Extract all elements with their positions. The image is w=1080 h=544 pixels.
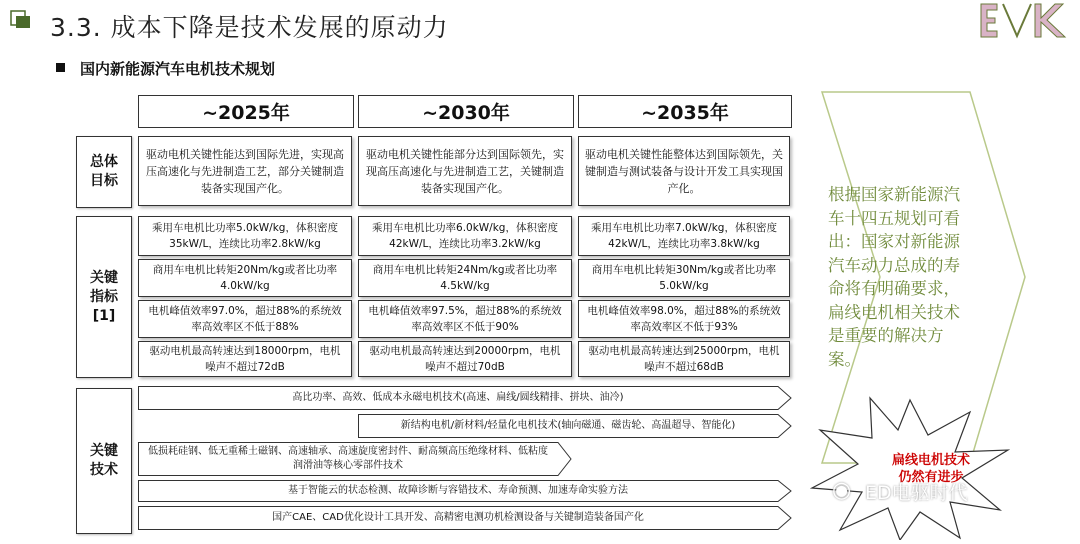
- goal-cell-2030: 驱动电机关键性能部分达到国际领先，实现高压高速化与先进制造工艺，关键制造装备实现国产化。: [358, 136, 572, 206]
- tech-arrow-1: [138, 386, 792, 410]
- indicator-power-2035: 乘用车电机比功率7.0kW/kg，体积密度42kW/L，连续比功率3.8kW/kg: [578, 216, 790, 256]
- row-label-indicators: 关键 指标 [1]: [76, 216, 132, 378]
- tech-arrow-3-text: 低损耗硅钢、低无重稀土磁钢、高速轴承、高速旋度密封件、耐高频高压绝缘材料、低粘度润滑油等核心零部件技术: [148, 446, 548, 471]
- tech-arrow-1-text: 高比功率、高效、低成本永磁电机技术(高速、扁线/圆线精排、拼块、油冷): [292, 392, 624, 403]
- indicator-speed-2035: 驱动电机最高转速达到25000rpm，电机噪声不超过68dB: [578, 341, 790, 377]
- wechat-icon: ◉: [832, 478, 852, 503]
- goal-cell-2035: 驱动电机关键性能整体达到国际领先，关键制造与测试装备与设计开发工具实现国产化。: [578, 136, 790, 206]
- indicator-torque-2030: 商用车电机比转矩24Nm/kg或者比功率4.5kW/kg: [358, 259, 572, 297]
- tech-arrow-2: [358, 414, 792, 438]
- section-subtitle: 国内新能源汽车电机技术规划: [80, 60, 276, 78]
- tech-arrow-4-text: 基于智能云的状态检测、故障诊断与容错技术、寿命预测、加速寿命实验方法: [288, 485, 628, 496]
- goal-cell-2025: 驱动电机关键性能达到国际先进，实现高压高速化与先进制造工艺，部分关键制造装备实现国产化。: [138, 136, 352, 206]
- slide-title: 3.3. 成本下降是技术发展的原动力: [50, 13, 449, 42]
- bullet-square: [56, 63, 65, 72]
- tech-arrow-5: [138, 506, 792, 530]
- tech-arrow-3: [138, 442, 572, 476]
- indicator-power-2030: 乘用车电机比功率6.0kW/kg，体积密度42kW/L，连续比功率3.2kW/kg: [358, 216, 572, 256]
- indicator-efficiency-2025: 电机峰值效率97.0%，超过88%的系统效率高效率区不低于88%: [138, 300, 352, 338]
- indicator-speed-2025: 驱动电机最高转速达到18000rpm，电机噪声不超过72dB: [138, 341, 352, 377]
- watermark-text: ED电驱时代: [865, 482, 968, 504]
- indicator-torque-2025: 商用车电机比转矩20Nm/kg或者比功率4.0kW/kg: [138, 259, 352, 297]
- indicator-efficiency-2030: 电机峰值效率97.5%，超过88%的系统效率高效率区不低于90%: [358, 300, 572, 338]
- row-label-tech: 关键 技术: [76, 388, 132, 534]
- indicator-torque-2035: 商用车电机比转矩30Nm/kg或者比功率5.0kW/kg: [578, 259, 790, 297]
- evk-logo: [975, 0, 1080, 40]
- indicator-efficiency-2035: 电机峰值效率98.0%，超过88%的系统效率高效率区不低于93%: [578, 300, 790, 338]
- tech-arrow-2-text: 新结构电机/新材料/轻量化电机技术(轴向磁通、磁齿轮、高温超导、智能化): [400, 420, 736, 431]
- indicator-power-2025: 乘用车电机比功率5.0kW/kg，体积密度35kW/L，连续比功率2.8kW/kg: [138, 216, 352, 256]
- burst-text: 扁线电机技术仍然有进步: [891, 453, 970, 485]
- summary-text: 根据国家新能源汽车十四五规划可看出：国家对新能源汽车动力总成的寿命将有明确要求，扁线电机相关技术是重要的解决方案。: [828, 185, 960, 369]
- tech-arrow-5-text: 国产CAE、CAD优化设计工具开发、高精密电测功机检测设备与关键制造装备国产化: [272, 512, 644, 523]
- row-label-goals: 总体 目标: [76, 136, 132, 208]
- indicator-speed-2030: 驱动电机最高转速达到20000rpm，电机噪声不超过70dB: [358, 341, 572, 377]
- year-header-2025: ~2025年: [138, 95, 354, 128]
- tech-arrow-4: [138, 480, 792, 502]
- year-header-2035: ~2035年: [578, 95, 792, 128]
- title-icon: [10, 10, 32, 30]
- year-header-2030: ~2030年: [358, 95, 574, 128]
